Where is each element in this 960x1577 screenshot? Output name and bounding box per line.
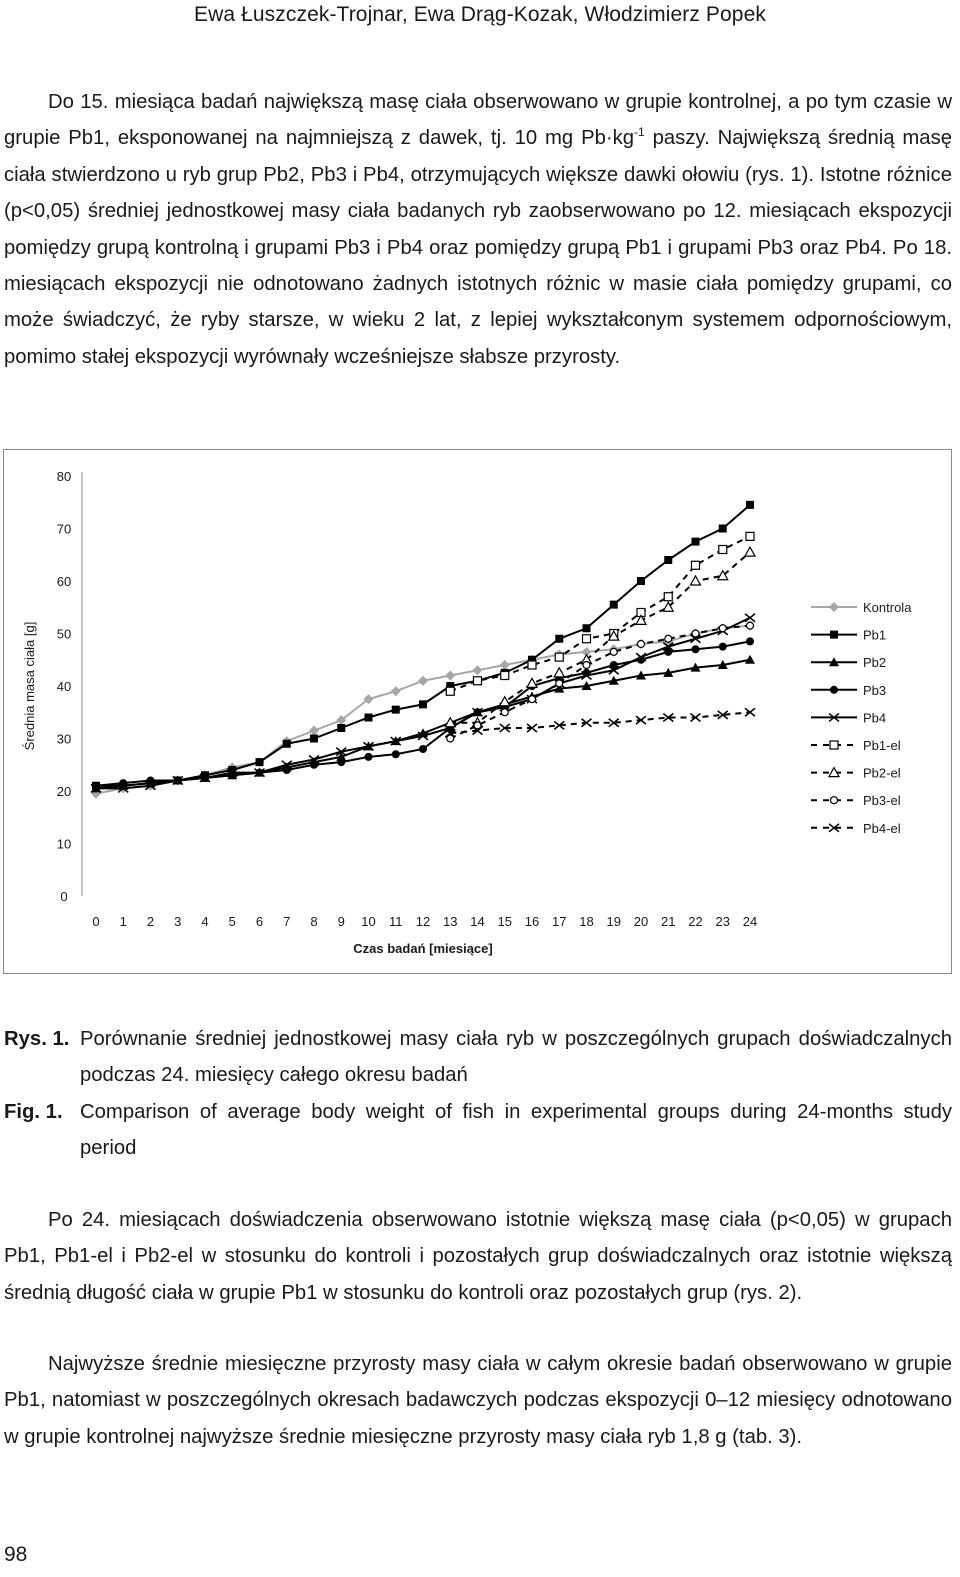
data-point-pb1 <box>664 556 672 564</box>
x-tick-label: 3 <box>174 914 182 929</box>
x-tick-label: 2 <box>146 914 155 929</box>
data-point-pb1-el <box>719 546 727 554</box>
paragraph-2-text: Po 24. miesiącach doświadczenia obserwowano istotnie większą masę ciała (p<0,05) w grupach Pb1, Pb1-el i Pb2-el w stosunku do kontroli i pozostałych grup doświadczalnych oraz istotnie większą średnią długość ciała w grupie Pb1 w stosunku do kontroli oraz pozostałych grup (rys. 2). <box>4 1209 952 1304</box>
line-chart <box>4 450 951 973</box>
x-tick-label: 4 <box>201 914 209 929</box>
y-tick-label: 60 <box>56 574 72 589</box>
x-tick-label: 20 <box>633 914 649 929</box>
legend-label-pb2: Pb2 <box>863 655 887 671</box>
x-tick-label: 1 <box>119 914 127 929</box>
x-axis-title: Czas badań [miesiące] <box>353 941 493 956</box>
data-point-pb4 <box>745 614 755 622</box>
legend-marker-kontrola <box>829 602 839 612</box>
x-tick-label: 14 <box>470 914 485 929</box>
data-point-pb1 <box>637 577 645 585</box>
data-point-pb1 <box>256 758 264 766</box>
legend-label-pb3: Pb3 <box>863 682 887 698</box>
legend-label-kontrola: Kontrola <box>863 600 912 615</box>
data-point-pb1-el <box>664 593 672 601</box>
x-tick-label: 7 <box>283 914 291 929</box>
x-tick-label: 21 <box>661 914 676 929</box>
y-tick-label: 50 <box>56 626 72 642</box>
data-point-pb3 <box>365 753 373 761</box>
running-head: Ewa Łuszczek-Trojnar, Ewa Drąg-Kozak, Włodzimierz Popek <box>194 3 766 26</box>
data-point-pb3 <box>719 643 727 651</box>
data-point-kontrola <box>445 671 455 681</box>
legend-label-pb1: Pb1 <box>863 627 887 643</box>
data-point-pb1-el <box>474 677 482 685</box>
x-tick-label: 18 <box>579 914 594 929</box>
y-tick-label: 0 <box>60 889 68 904</box>
data-point-pb3-el <box>529 696 536 703</box>
legend-marker-pb3 <box>830 686 838 694</box>
series-line-pb1 <box>96 505 750 786</box>
page-number: 98 <box>4 1543 28 1566</box>
data-point-pb3 <box>746 637 754 645</box>
data-point-pb1 <box>337 724 345 732</box>
data-point-pb2-el <box>691 576 701 585</box>
data-point-pb1-el <box>692 561 700 569</box>
data-point-pb1 <box>310 735 318 743</box>
data-point-pb1-el <box>555 653 563 661</box>
data-point-pb2-el <box>745 547 755 556</box>
data-point-kontrola <box>500 660 510 670</box>
series-line-kontrola <box>96 626 750 794</box>
figure-1-chart <box>3 449 952 974</box>
data-point-kontrola <box>391 686 401 696</box>
data-point-pb2-el <box>500 697 510 706</box>
data-point-pb1-el <box>746 532 754 540</box>
series-line-pb3 <box>96 641 750 785</box>
x-tick-label: 5 <box>228 914 236 929</box>
y-tick-label: 70 <box>56 521 72 537</box>
legend-label-pb4-el: Pb4-el <box>863 820 901 836</box>
data-point-pb3 <box>692 645 700 653</box>
legend-marker-pb1-el <box>830 741 838 749</box>
data-point-pb3 <box>337 758 345 766</box>
data-point-pb1 <box>583 624 591 632</box>
data-point-pb1-el <box>528 661 536 669</box>
x-tick-label: 6 <box>255 914 264 929</box>
data-point-pb1-el <box>501 672 509 680</box>
data-point-pb3 <box>392 750 400 758</box>
x-tick-label: 19 <box>606 914 621 929</box>
data-point-pb3-el <box>556 680 563 687</box>
series-line-pb3-el <box>450 626 750 739</box>
y-tick-label: 30 <box>56 731 72 747</box>
x-tick-label: 10 <box>361 914 376 929</box>
paragraph-1-part2: paszy. Największą średnią masę ciała stwierdzono u ryb grup Pb2, Pb3 i Pb4, otrzymujących większe dawki ołowiu (rys. 1). Istotne różnice (p<0,05) średniej jednostkowej masy ciała badanych ryb zaobserwowano po 12. miesiącach ekspozycji pomiędzy grupą kontrolną i grupami Pb3 i Pb4 oraz pomiędzy grupą Pb1 i grupami Pb3 oraz Pb4. Po 18. miesiącach ekspozycji nie odnotowano żadnych istotnych różnic w masie ciała pomiędzy grupami, co może świadczyć, że ryby starsze, w wieku 2 lat, z lepiej wykształconym systemem odpornościowym, pomimo stałej ekspozycji wyrównały wcześniejsze słabsze przyrosty. <box>4 127 953 368</box>
paragraph-3 <box>4 1346 952 1455</box>
paragraph-3-text: Najwyższe średnie miesięczne przyrosty masy ciała w całym okresie badań obserwowano w grupie Pb1, natomiast w poszczególnych okresach badawczych podczas ekspozycji 0–12 miesięcy odnotowano w grupie kontrolnej najwyższe średnie miesięczne przyrosty masy ciała ryb 1,8 g (tab. 3). <box>4 1353 952 1448</box>
legend-label-pb4: Pb4 <box>863 710 887 726</box>
data-point-pb3-el <box>638 641 645 648</box>
x-tick-label: 11 <box>389 914 403 929</box>
data-point-pb1 <box>365 714 373 722</box>
x-tick-label: 17 <box>552 914 567 929</box>
x-tick-label: 12 <box>415 914 431 929</box>
data-point-pb1 <box>419 700 427 708</box>
caption-pl-text: Porównanie średniej jednostkowej masy ciała ryb w poszczególnych grupach doświadczalnych podczas 24. miesięcy całego okresu badań <box>80 1028 952 1087</box>
paragraph-1 <box>4 84 952 375</box>
legend-label-pb2-el: Pb2-el <box>863 765 901 781</box>
data-point-pb1 <box>392 706 400 714</box>
x-tick-label: 8 <box>310 914 318 929</box>
data-point-pb1 <box>719 525 727 533</box>
data-point-pb2-el <box>554 668 564 677</box>
data-point-pb1 <box>283 740 291 748</box>
x-tick-label: 22 <box>688 914 703 929</box>
data-point-kontrola <box>418 676 428 686</box>
data-point-kontrola <box>309 726 319 736</box>
caption-en <box>4 1094 952 1167</box>
x-tick-label: 13 <box>443 914 458 929</box>
data-point-pb3-el <box>583 662 590 669</box>
x-tick-label: 15 <box>497 914 512 929</box>
series-line-pb4-el <box>450 712 750 733</box>
data-point-pb1-el <box>583 635 591 643</box>
series-line-pb2-el <box>450 552 750 723</box>
data-point-pb3-el <box>692 630 699 637</box>
data-point-pb1 <box>692 538 700 546</box>
y-tick-label: 80 <box>56 469 72 484</box>
data-point-pb3-el <box>610 648 617 655</box>
legend-label-pb1-el: Pb1-el <box>863 738 901 753</box>
paragraph-2 <box>4 1202 952 1311</box>
caption-pl-label: Rys. 1. <box>4 1028 70 1050</box>
x-tick-label: 9 <box>337 914 345 929</box>
x-tick-label: 23 <box>715 914 730 929</box>
data-point-pb3-el <box>719 625 726 632</box>
data-point-pb2-el <box>527 678 537 687</box>
data-point-pb3 <box>419 745 427 753</box>
data-point-pb1 <box>555 635 563 643</box>
data-point-pb3-el <box>747 622 754 629</box>
superscript: -1 <box>634 125 645 140</box>
paragraph-1-part1: Do 15. miesiąca badań największą masę ciała obserwowano w grupie kontrolnej, a po tym czasie w grupie Pb1, eksponowanej na najmniejszą z dawek, tj. 10 mg Pb·kg <box>4 91 952 150</box>
data-point-pb1-el <box>446 687 454 695</box>
caption-en-text: Comparison of average body weight of fish in experimental groups during 24-months study period <box>80 1101 952 1160</box>
x-tick-label: 16 <box>524 914 540 929</box>
x-tick-label: 24 <box>742 914 758 929</box>
data-point-pb1 <box>610 601 618 609</box>
caption-en-label: Fig. 1. <box>4 1101 63 1123</box>
data-point-pb2 <box>745 655 755 664</box>
data-point-pb1 <box>746 501 754 509</box>
legend-marker-pb1 <box>830 631 838 639</box>
data-point-kontrola <box>473 665 483 675</box>
y-axis-title: Średnia masa ciała [g] <box>22 621 37 751</box>
y-tick-label: 20 <box>56 784 72 799</box>
caption-pl <box>4 1021 952 1094</box>
data-point-pb3-el <box>665 635 672 642</box>
legend-marker-pb3-el <box>831 797 838 804</box>
y-tick-label: 10 <box>56 836 72 852</box>
x-tick-label: 0 <box>92 914 100 929</box>
data-point-pb3-el <box>501 709 508 716</box>
y-tick-label: 40 <box>56 679 72 694</box>
legend-label-pb3-el: Pb3-el <box>863 793 901 809</box>
